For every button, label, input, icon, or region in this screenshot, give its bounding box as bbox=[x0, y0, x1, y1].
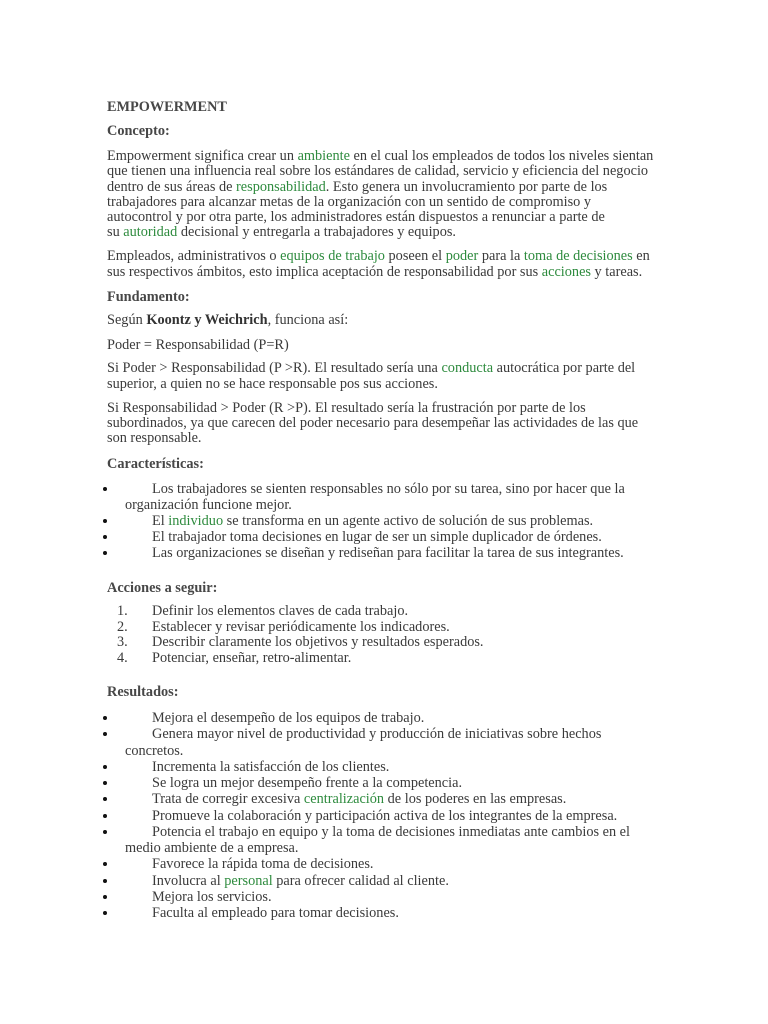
paragraph-line bbox=[107, 225, 653, 240]
bullet-icon bbox=[103, 830, 107, 834]
paragraph-si-poder bbox=[107, 361, 635, 392]
bullet-icon bbox=[103, 716, 107, 720]
bullet-icon bbox=[103, 895, 107, 899]
text-segment: Mejora los servicios. bbox=[152, 888, 272, 905]
text-segment: Definir los elementos claves de cada trabajo. bbox=[152, 603, 409, 619]
list-item-continuation bbox=[0, 497, 768, 513]
text-segment: Según bbox=[107, 312, 147, 328]
list-item bbox=[0, 905, 768, 921]
text-segment: El bbox=[152, 513, 169, 529]
author-names: Koontz y Weichrich bbox=[146, 312, 268, 328]
text-segment: Empleados, administrativos o bbox=[107, 248, 281, 265]
bullet-icon bbox=[103, 519, 107, 523]
link-ambiente[interactable]: ambiente bbox=[297, 148, 350, 165]
text-segment: dentro de sus áreas de bbox=[107, 178, 237, 195]
bullet-list-resultados bbox=[0, 710, 768, 921]
text-segment: Genera mayor nivel de productividad y producción de iniciativas sobre hechos bbox=[152, 726, 602, 743]
text-segment: de los poderes en las empresas. bbox=[384, 791, 567, 808]
bullet-icon bbox=[103, 535, 107, 539]
heading-fundamento: Fundamento: bbox=[107, 289, 190, 305]
link-centralizacion[interactable]: centralización bbox=[303, 791, 385, 808]
list-number: 2. bbox=[117, 618, 128, 635]
text-segment: Trata de corregir excesiva bbox=[152, 791, 304, 808]
text-segment: concretos. bbox=[125, 742, 184, 759]
text-segment: trabajadores para alcanzar metas de la organización con un sentido de compromiso y bbox=[107, 193, 592, 210]
paragraph-line bbox=[107, 164, 653, 179]
text-segment: Incrementa la satisfacción de los clientes. bbox=[152, 758, 390, 775]
text-segment: su bbox=[107, 224, 124, 241]
list-item bbox=[0, 710, 768, 726]
bullet-icon bbox=[103, 765, 107, 769]
list-item bbox=[0, 481, 768, 497]
list-item bbox=[0, 604, 768, 620]
text-segment: Potenciar, enseñar, retro-alimentar. bbox=[152, 650, 352, 667]
paragraph-line: Si Responsabilidad > Poder (R >P). El resultado sería la frustración por parte de los bbox=[107, 400, 586, 416]
text-segment: en bbox=[632, 248, 650, 265]
paragraph-si-responsabilidad bbox=[107, 401, 638, 447]
list-number: 3. bbox=[117, 634, 128, 651]
text-segment: organización funcione mejor. bbox=[125, 497, 292, 513]
text-segment: para ofrecer calidad al cliente. bbox=[272, 872, 449, 889]
link-acciones[interactable]: acciones bbox=[541, 263, 591, 280]
text-segment: Involucra al bbox=[152, 872, 225, 889]
text-segment: en el cual los empleados de todos los niveles sientan bbox=[349, 148, 654, 165]
bullet-icon bbox=[103, 487, 107, 491]
paragraph-line bbox=[107, 149, 653, 164]
list-item bbox=[0, 529, 768, 545]
paragraph-line: son responsable. bbox=[107, 430, 202, 447]
text-segment: Potencia el trabajo en equipo y la toma de decisiones inmediatas ante cambios en el bbox=[152, 823, 630, 840]
text-segment: autocrática por parte del bbox=[493, 360, 636, 376]
link-conducta[interactable]: conducta bbox=[441, 360, 494, 376]
bullet-icon bbox=[103, 732, 107, 736]
link-poder[interactable]: poder bbox=[445, 248, 479, 265]
text-segment: superior, a quien no se hace responsable pos sus acciones. bbox=[107, 375, 438, 392]
link-equipos-de-trabajo[interactable]: equipos de trabajo bbox=[280, 248, 385, 265]
bullet-icon bbox=[103, 814, 107, 818]
bullet-icon bbox=[103, 862, 107, 866]
list-item bbox=[0, 775, 768, 791]
text-segment: Empowerment significa crear un bbox=[107, 148, 298, 165]
paragraph-concepto-empleados bbox=[107, 249, 650, 279]
list-number: 4. bbox=[117, 650, 128, 667]
text-segment: Los trabajadores se sienten responsables no sólo por su tarea, sino por hacer que la bbox=[152, 481, 625, 497]
text-segment: Si Poder > Responsabilidad (P >R). El resultado sería una bbox=[107, 360, 442, 376]
text-segment: y tareas. bbox=[590, 263, 643, 280]
heading-concepto: Concepto: bbox=[107, 123, 170, 139]
link-responsabilidad[interactable]: responsabilidad bbox=[236, 178, 326, 195]
list-item bbox=[0, 620, 768, 636]
bullet-icon bbox=[103, 911, 107, 915]
list-item bbox=[0, 791, 768, 807]
link-toma-de-decisiones[interactable]: toma de decisiones bbox=[523, 248, 633, 265]
list-item bbox=[0, 889, 768, 905]
text-segment: Establecer y revisar periódicamente los indicadores. bbox=[152, 618, 450, 635]
text-segment: Se logra un mejor desempeño frente a la competencia. bbox=[152, 775, 463, 791]
text-segment: Las organizaciones se diseñan y rediseñan para facilitar la tarea de sus integrantes. bbox=[152, 545, 624, 561]
bullet-icon bbox=[103, 797, 107, 801]
text-segment: poseen el bbox=[384, 248, 446, 265]
list-item bbox=[0, 635, 768, 651]
heading-acciones-a-seguir: Acciones a seguir: bbox=[107, 580, 218, 596]
text-segment: Promueve la colaboración y participación activa de los integrantes de la empresa. bbox=[152, 807, 618, 824]
paragraph-line bbox=[107, 377, 635, 393]
paragraph-segun bbox=[107, 313, 348, 329]
bullet-icon bbox=[103, 781, 107, 785]
list-item-continuation bbox=[0, 840, 768, 856]
text-segment: . Esto genera un involucramiento por parte de los bbox=[325, 178, 608, 195]
paragraph-concepto-definition bbox=[107, 149, 653, 240]
bullet-list-caracteristicas bbox=[0, 481, 768, 561]
paragraph-line bbox=[107, 195, 653, 210]
text-segment: Describir claramente los objetivos y resultados esperados. bbox=[152, 634, 484, 651]
paragraph-line bbox=[107, 210, 653, 225]
text-segment: decisional y entregarla a trabajadores y equipos. bbox=[177, 224, 456, 241]
list-item bbox=[0, 824, 768, 840]
paragraph-line bbox=[107, 361, 635, 377]
text-segment: autocontrol y por otra parte, los administradores están dispuestos a renunciar a parte de bbox=[107, 208, 605, 225]
text-segment: , funciona así: bbox=[267, 312, 349, 328]
link-individuo[interactable]: individuo bbox=[168, 513, 224, 529]
numbered-list-acciones bbox=[0, 604, 768, 667]
text-segment: sus respectivos ámbitos, esto implica aceptación de responsabilidad por sus bbox=[107, 263, 542, 280]
text-segment: que tienen una influencia real sobre los estándares de calidad, servicio y eficiencia del negocio bbox=[107, 163, 649, 180]
paragraph-line bbox=[107, 265, 650, 280]
paragraph-line: subordinados, ya que carecen del poder necesario para desempeñar las actividades de las que bbox=[107, 415, 639, 432]
bullet-icon bbox=[103, 879, 107, 883]
text-segment: El trabajador toma decisiones en lugar de ser un simple duplicador de órdenes. bbox=[152, 529, 602, 545]
list-item bbox=[0, 726, 768, 742]
heading-resultados: Resultados: bbox=[107, 684, 179, 700]
text-segment: medio ambiente de a empresa. bbox=[125, 840, 299, 856]
bullet-icon bbox=[103, 551, 107, 555]
list-item bbox=[0, 856, 768, 872]
text-segment: se transforma en un agente activo de solución de sus problemas. bbox=[223, 513, 594, 529]
formula-poder-responsabilidad: Poder = Responsabilidad (P=R) bbox=[107, 337, 289, 353]
list-item bbox=[0, 873, 768, 889]
list-item-continuation bbox=[0, 743, 768, 759]
list-item bbox=[0, 759, 768, 775]
paragraph-line bbox=[107, 180, 653, 195]
heading-caracteristicas: Características: bbox=[107, 456, 204, 472]
list-item bbox=[0, 808, 768, 824]
document-title: EMPOWERMENT bbox=[107, 99, 227, 115]
list-item bbox=[0, 545, 768, 561]
link-personal[interactable]: personal bbox=[224, 872, 273, 889]
list-item bbox=[0, 513, 768, 529]
text-segment: Mejora el desempeño de los equipos de trabajo. bbox=[152, 710, 425, 726]
text-segment: Favorece la rápida toma de decisiones. bbox=[152, 856, 374, 873]
text-segment: Faculta al empleado para tomar decisiones. bbox=[152, 905, 399, 921]
list-item bbox=[0, 651, 768, 667]
list-number: 1. bbox=[117, 603, 128, 619]
text-segment: para la bbox=[478, 248, 524, 265]
link-autoridad[interactable]: autoridad bbox=[123, 224, 178, 241]
paragraph-line bbox=[107, 249, 650, 264]
